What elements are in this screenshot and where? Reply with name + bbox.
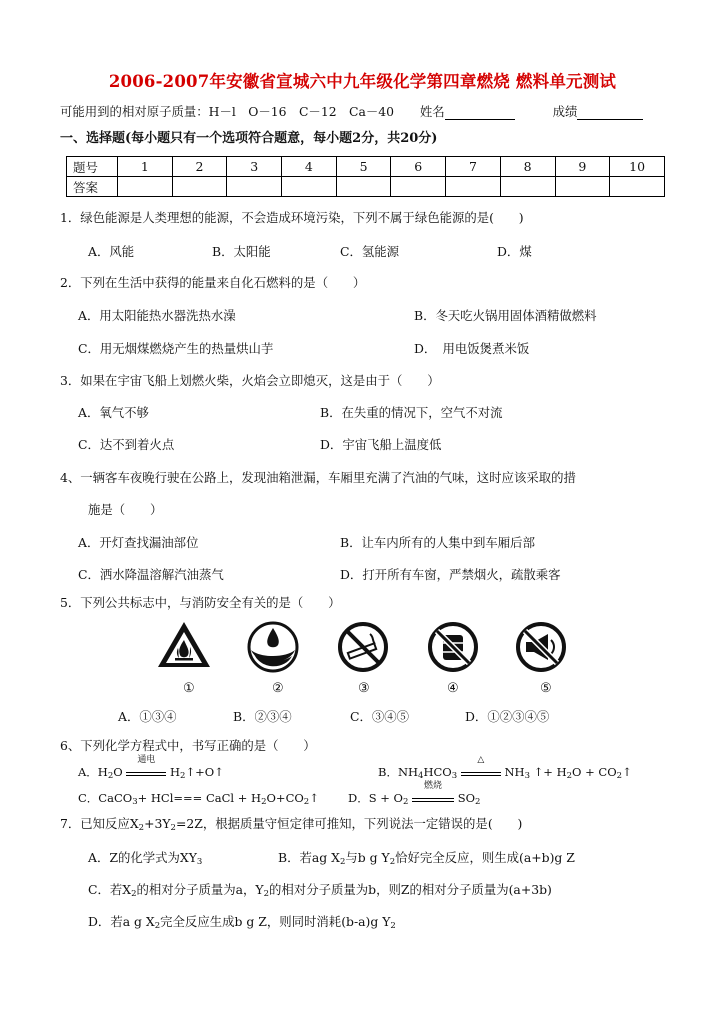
q3-option-c: C．达不到着火点 (78, 437, 175, 452)
no-flammables-icon (426, 620, 480, 674)
q1-option-b: B．太阳能 (212, 244, 271, 259)
sign-label-1: ① (183, 681, 195, 696)
sign-label-2: ② (272, 681, 284, 696)
atomic-mass-line (60, 104, 643, 120)
flammable-warning-icon (156, 620, 212, 670)
answer-cell[interactable] (227, 177, 282, 197)
q6-stem: 6、下列化学方程式中，书写正确的是（ ） (60, 738, 316, 753)
q2-option-b: B．冬天吃火锅用固体酒精做燃料 (414, 308, 597, 323)
answer-cell[interactable] (118, 177, 173, 197)
q1-option-c: C．氢能源 (340, 244, 400, 259)
answer-cell[interactable] (172, 177, 227, 197)
q6-option-d: D．$S + O_2$ 燃烧 $SO_2$ (348, 781, 481, 807)
q3-option-a: A．氧气不够 (78, 405, 149, 420)
q7-option-b: B．若ag $X_2$与b g $Y_2$恰好完全反应，则生成(a+b)g Z (278, 850, 575, 867)
q5-option-d: D．①②③④⑤ (465, 709, 550, 724)
table-cell: 6 (391, 157, 446, 177)
q2-option-a: A．用太阳能热水器洗热水澡 (78, 308, 236, 323)
answer-cell[interactable] (282, 177, 337, 197)
q6-option-c: C．CaCO$_3$+ HCl=== CaCl + $H_2O+CO_2↑$ (78, 791, 319, 807)
q3-stem: 3．如果在宇宙飞船上划燃火柴，火焰会立即熄灭，这是由于（ ） (60, 373, 440, 388)
q2-option-c: C．用无烟煤燃烧产生的热量烘山芋 (78, 341, 274, 356)
table-cell: 8 (500, 157, 555, 177)
q7-option-c: C．若$X_2$的相对分子质量为a，$Y_2$的相对分子质量为b，则Z的相对分子质量为(a+3b) (88, 882, 552, 899)
q3-option-b: B．在失重的情况下，空气不对流 (320, 405, 503, 420)
table-cell: 7 (446, 157, 501, 177)
table-row (67, 157, 665, 177)
row-label-answer: 答案 (67, 177, 118, 197)
page-title: 2006-2007年安徽省宣城六中九年级化学第四章燃烧 燃料单元测试 (108, 72, 617, 91)
q6-option-a: A．$H_2O$ 通电 $H_2↑+O↑$ (78, 755, 224, 781)
q4-option-c: C．洒水降温溶解汽油蒸气 (78, 567, 224, 582)
answer-cell[interactable] (610, 177, 665, 197)
q3-option-d: D．宇宙飞船上温度低 (320, 437, 442, 452)
q7-option-d: D．若a g $X_2$完全反应生成b g Z，则同时消耗(b-a)g $Y_2$ (88, 914, 396, 931)
no-horn-icon (514, 620, 568, 674)
sign-label-3: ③ (358, 681, 370, 696)
row-label-number: 题号 (67, 157, 118, 177)
table-cell: 3 (227, 157, 282, 177)
q6-option-b: B．$NH_4HCO_3$ △ $NH_3$ ↑+ $H_2O$ + $CO_2↑$ (378, 755, 632, 781)
score-blank[interactable] (577, 105, 643, 120)
answer-cell[interactable] (446, 177, 501, 197)
answer-cell[interactable] (500, 177, 555, 197)
q1-option-a: A．风能 (88, 244, 135, 259)
safety-signs (150, 620, 590, 675)
answer-table (66, 156, 665, 197)
q5-option-b: B．②③④ (233, 709, 292, 724)
q4-option-d: D．打开所有车窗，严禁烟火，疏散乘客 (340, 567, 561, 582)
q4-option-a: A．开灯查找漏油部位 (78, 535, 199, 550)
combustion-condition: 燃烧 (424, 781, 443, 791)
table-cell: 9 (555, 157, 610, 177)
q4-stem-line1: 4、一辆客车夜晚行驶在公路上，发现油箱泄漏，车厢里充满了汽油的气味，这时应该采取的措 (60, 470, 576, 485)
q5-stem: 5．下列公共标志中，与消防安全有关的是（ ） (60, 595, 341, 610)
score-label: 成绩 (552, 104, 578, 119)
q1-stem: 1．绿色能源是人类理想的能源，不会造成环境污染，下列不属于绿色能源的是( ) (60, 210, 524, 225)
name-blank[interactable] (445, 105, 515, 120)
table-cell: 5 (336, 157, 391, 177)
q5-option-a: A．①③④ (118, 709, 177, 724)
table-cell: 1 (118, 157, 173, 177)
q1-option-d: D．煤 (497, 244, 532, 259)
answer-cell[interactable] (336, 177, 391, 197)
q7-option-a: A．Z的化学式为$XY_3$ (88, 850, 203, 867)
table-cell: 2 (172, 157, 227, 177)
table-row (67, 177, 665, 197)
atomic-masses: 可能用到的相对原子质量：H－l O－16 C－12 Ca－40 (60, 104, 394, 119)
table-cell: 10 (610, 157, 665, 177)
q5-option-c: C．③④⑤ (350, 709, 410, 724)
q2-option-d: D． 用电饭煲煮米饭 (414, 341, 530, 356)
sign-label-4: ④ (447, 681, 459, 696)
answer-cell[interactable] (391, 177, 446, 197)
section-heading: 一、选择题(每小题只有一个选项符合题意，每小题2分，共20分) (60, 131, 438, 146)
sign-label-5: ⑤ (540, 681, 552, 696)
answer-cell[interactable] (555, 177, 610, 197)
q4-stem-line2: 施是（ ） (88, 502, 163, 517)
table-cell: 4 (282, 157, 337, 177)
no-smoking-icon (336, 620, 390, 674)
q4-option-b: B．让车内所有的人集中到车厢后部 (340, 535, 535, 550)
q7-stem: 7．已知反应$X_2+3Y_2=2Z$，根据质量守恒定律可推知，下列说法一定错误的是( ) (60, 816, 523, 833)
water-saving-icon (246, 620, 300, 674)
electrolysis-condition: 通电 (137, 755, 156, 765)
name-label: 姓名 (419, 104, 445, 119)
heat-condition: △ (477, 755, 485, 765)
q2-stem: 2．下列在生活中获得的能量来自化石燃料的是（ ） (60, 275, 366, 290)
